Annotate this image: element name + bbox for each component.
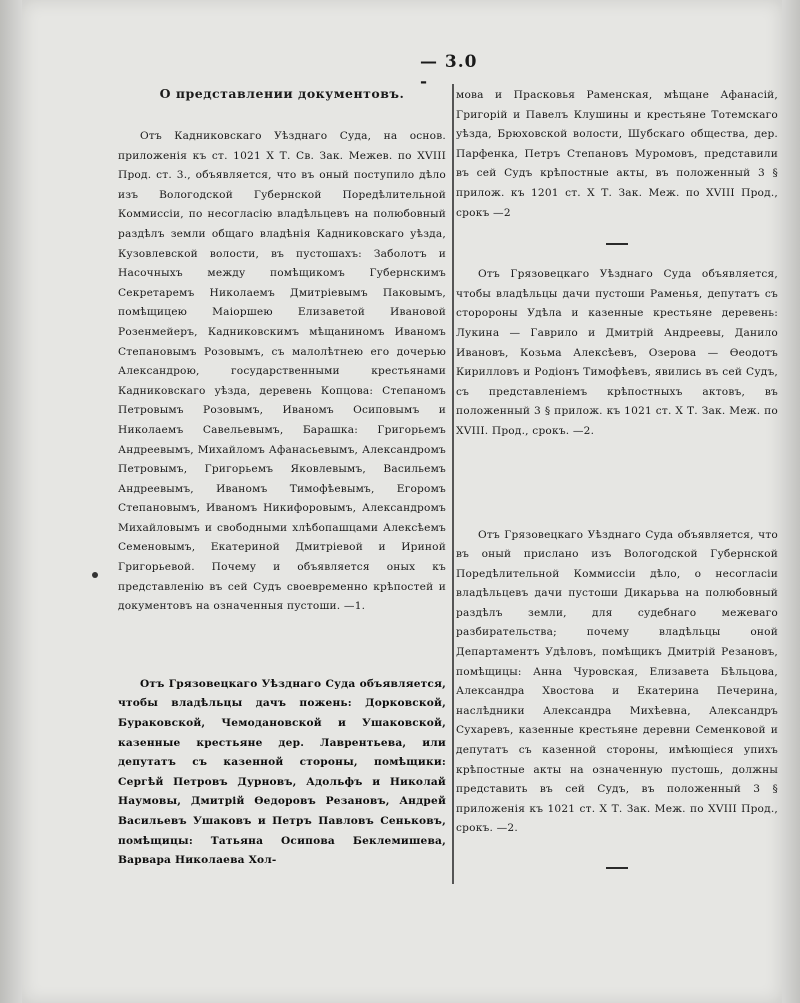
column-divider [452,84,454,884]
separator-dash [606,867,628,869]
page-number: — 3.0 - [420,52,478,92]
page-edge-left [0,0,22,1003]
notice-gryazovets-3: Отъ Грязовецкаго Уѣзднаго Суда объявляется, что въ оный прислано изъ Вологодской Губернской Поредѣлительной Коммиссіи дѣло, о несогласіи владѣльцевъ дачи пустоши Дикарьва на полюбовный раздѣлъ земли, для судебнаго межеваго разбирательства; почему владѣльцы оной Департаментъ Удѣловъ, помѣщикъ Дмитрій Резановъ, помѣщицы: Анна Чуровская, Елизавета Бѣльцова, Александра Хвостова и Екатерина Печерина, наслѣдники Александра Михѣевна, Александръ Сухаревъ, казенные крестьяне деревни Семенковой и депутатъ съ казенной стороны, имѣющіеся упихъ крѣпостные акты на означенную пустошь, должны представить въ сей Судъ, въ положенный 3 § приложенія къ 1021 ст. Х Т. Зак. Меж. по XVIII Прод., срокъ. —2. [456,528,778,835]
notice-gryazovets-2: Отъ Грязовецкаго Уѣзднаго Суда объявляется, чтобы владѣльцы дачи пустоши Раменья, депутатъ съ сторороны Удѣла и казенные крестьяне деревень: Лукина — Гаврило и Дмитрій Андреевы, Данило Ивановъ, Козьма Алексѣевъ, Озерова — Ѳеодотъ Кирилловъ и Родіонъ Тимофѣевъ, явились въ сей Судъ, съ представленіемъ крѣпостныхъ актовъ, въ положенный 3 § прилож. къ 1021 ст. Х Т. Зак. Меж. по XVIII. Прод., срокъ. —2. [456,268,778,437]
separator-dash [610,498,624,500]
page-edge-right [782,0,800,1003]
notice-gryazovets-1: Отъ Грязовецкаго Уѣзднаго Суда объявляется, чтобы владѣльцы дачъ пожень: Дорковской, Бураковской, Чемодановской и Ушаковской, казенные крестьяне дер. Лаврентьева, или депутатъ съ казенной стороны, помѣщики: Сергѣй Петровъ Дурновъ, Адольфъ и Николай Наумовы, Дмитрій Ѳедоровъ Резановъ, Андрей Васильевъ Ушаковъ и Петръ Павловъ Сеньковъ, помѣщицы: Татьяна Осипова Беклемишева, Варвара Николаева Хол- [118,677,446,867]
notice-kadnikov: Отъ Кадниковскаго Уѣзднаго Суда, на основ. приложенія къ ст. 1021 Х Т. Св. Зак. Межев. по XVIII Прод. ст. 3., объявляется, что въ оный поступило дѣло изъ Вологодской Губернской Поредѣлительной Коммиссіи, по несогласію владѣльцевъ на полюбовный раздѣлъ земли общаго владѣнія Кадниковскаго уѣзда, Кузовлевской волости, въ пустошахъ: Заболотъ и Насочныхъ между помѣщикомъ Губернскимъ Секретаремъ Николаемъ Дмитріевымъ Паковымъ, помѣщицею Маіоршею Елизаветой Ивановой Розенмейеръ, Кадниковскимъ мѣщаниномъ Иваномъ Степановымъ Розовымъ, съ малолѣтнею его дочерью Александрою, государственными крестьянами Кадниковскаго уѣзда, деревень Копцова: Степаномъ Петровымъ Розовымъ, Иваномъ Осиповымъ и Николаемъ Савельевымъ, Барашка: Григорьемъ Андреевымъ, Михайломъ Афанасьевымъ, Александромъ Петровымъ, Григорьемъ Яковлевымъ, Васильемъ Андреевымъ, Иваномъ Тимофѣевымъ, Егоромъ Степановымъ, Иваномъ Никифоровымъ, Александромъ Михайловымъ и свободными хлѣбопашцами Алексѣемъ Семеновымъ, Екатериной Дмитріевой и Ириной Григорьевой. Почему и объявляется оных къ представленію въ сей Судъ своевременно крѣпостей и документовъ на означенныя пустоши. —1. [118,130,446,613]
separator-dash [606,243,628,245]
section-heading: О представлении документовъ. [159,86,405,101]
left-column [118,86,446,871]
notice-gryazovets-1-continued: мова и Прасковья Раменская, мѣщане Афанасій, Григорій и Павелъ Клушины и крестьяне Тотемскаго уѣзда, Брюховской волости, Шубскаго общества, дер. Парфенка, Петръ Степановъ Муромовъ, представили въ сей Судъ крѣпостные акты, въ положенный 3 § прилож. къ 1201 ст. Х Т. Зак. Меж. по XVIII Прод., срокъ —2 [456,89,778,219]
ink-dot [92,572,98,578]
right-column [456,86,778,869]
